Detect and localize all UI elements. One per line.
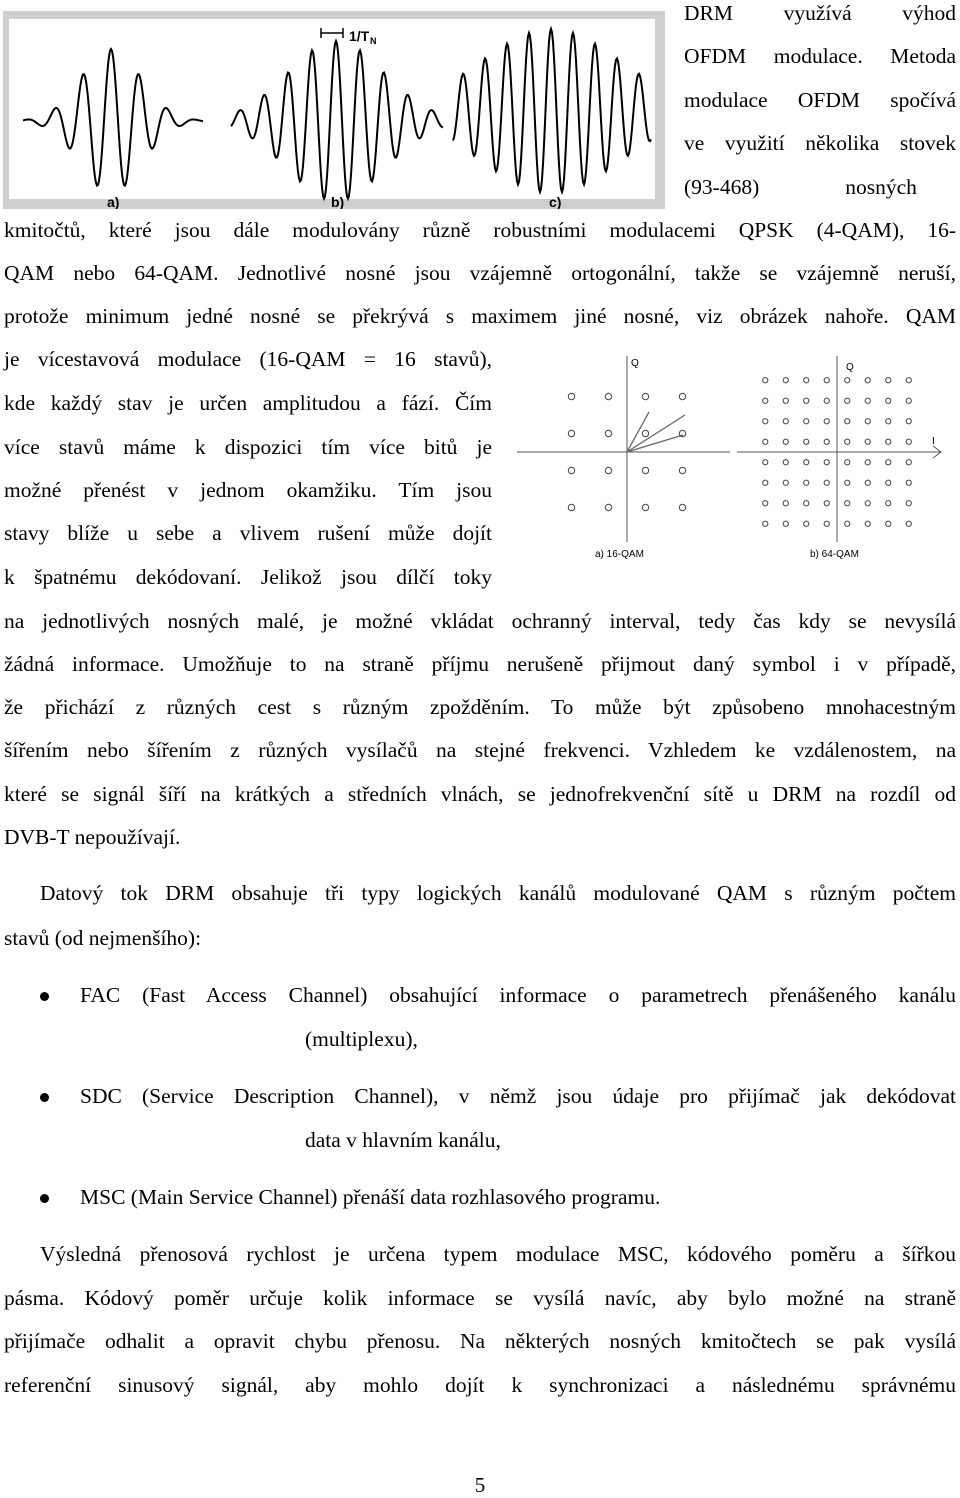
qam-plot (515, 352, 945, 564)
qam16-point (642, 393, 648, 399)
text-line: které se signál šíří na krátkých a středních vlnách, se jednofrekvenční sítě u DRM na rozdíl od (4, 782, 956, 806)
qam64-point (804, 378, 809, 383)
qam64-point (845, 378, 850, 383)
text-line: k špatnému dekódovaní. Jelikož jsou dílčí toky (4, 565, 492, 589)
qam64-point (886, 501, 891, 506)
bullet-dot (40, 1093, 49, 1102)
qam64-point (763, 521, 768, 526)
qam64-point (804, 439, 809, 444)
text-line: přijímače odhalit a opravit chybu přenosu. Na některých nosných kmitočtech se pak vysílá (4, 1329, 956, 1353)
text-line: DVB-T nepoužívají. (4, 825, 181, 849)
qam64-point (906, 378, 911, 383)
qam16-point (679, 504, 685, 510)
qam64-point (824, 460, 829, 465)
text-line: pásma. Kódový poměr určuje kolik informace se vysílá navíc, aby bylo možné na straně (4, 1286, 956, 1310)
qam64-point (865, 398, 870, 403)
qam16-point (642, 430, 648, 436)
qam64-point (845, 398, 850, 403)
qam16-point (605, 467, 611, 473)
qam64-point (845, 521, 850, 526)
qam64-point (824, 480, 829, 485)
qam64-point (763, 480, 768, 485)
label-16qam: a) 16-QAM (595, 549, 644, 560)
text-line: DRM využívá výhod (684, 1, 956, 25)
text-line: protože minimum jedné nosné se překrývá s maximem jiné nosné, viz obrázek nahoře. QAM (4, 304, 956, 328)
qam64-point (906, 521, 911, 526)
text-line: žádná informace. Umožňuje to na straně příjmu nerušeně přijmout daný symbol i v případě, (4, 652, 956, 676)
ofdm-plot (3, 11, 665, 209)
qam64-point (783, 398, 788, 403)
text-line: stavů (od nejmenšího): (4, 926, 202, 950)
bullet-dot (40, 1194, 49, 1203)
list-item-continuation: data v hlavním kanálu, (305, 1128, 501, 1152)
ofdm-spectrum-figure (3, 11, 665, 209)
qam64-point (906, 460, 911, 465)
qam64-point (824, 398, 829, 403)
qam64-point (845, 501, 850, 506)
qam64-point (906, 439, 911, 444)
period-subscript: N (370, 36, 377, 46)
text-line: kde každý stav je určen amplitudou a fází. Čím (4, 391, 492, 415)
qam-constellation-figure (515, 352, 945, 564)
qam64-point (804, 419, 809, 424)
qam64-point (824, 378, 829, 383)
list-item-continuation: (multiplexu), (305, 1027, 418, 1051)
qam16-point (568, 430, 574, 436)
qam64-point (886, 460, 891, 465)
qam64-point (886, 521, 891, 526)
qam64-point (804, 398, 809, 403)
qam64-point (804, 460, 809, 465)
text-line: Výsledná přenosová rychlost je určena typem modulace MSC, kódového poměru a šířkou (40, 1242, 956, 1266)
qam64-point (824, 501, 829, 506)
qam64-point (845, 419, 850, 424)
axis-i-b: I (932, 436, 935, 447)
text-line: referenční sinusový signál, aby mohlo dojít k synchronizaci a následnému správnému (4, 1373, 956, 1397)
text-line: kmitočtů, které jsou dále modulovány různě robustními modulacemi QPSK (4-QAM), 16- (4, 218, 956, 242)
qam64-point (906, 480, 911, 485)
qam16-point (605, 430, 611, 436)
bullet-dot (40, 992, 49, 1001)
list-item: MSC (Main Service Channel) přenáší data rozhlasového programu. (80, 1185, 661, 1209)
qam64-point (886, 480, 891, 485)
qam64-point (845, 480, 850, 485)
qam64-point (865, 480, 870, 485)
text-line: možné přenést v jednom okamžiku. Tím jsou (4, 478, 492, 502)
qam64-point (906, 398, 911, 403)
qam16-point (642, 467, 648, 473)
qam64-point (763, 439, 768, 444)
text-line: modulace OFDM spočívá (684, 88, 956, 112)
qam64-point (824, 419, 829, 424)
qam64-point (783, 501, 788, 506)
qam64-point (804, 480, 809, 485)
qam64-point (906, 419, 911, 424)
qam64-point (783, 439, 788, 444)
qam64-point (845, 460, 850, 465)
vector-1 (627, 415, 685, 452)
qam16-point (568, 504, 574, 510)
text-line: (93-468) nosných (684, 175, 917, 199)
qam64-point (804, 501, 809, 506)
qam64-point (886, 378, 891, 383)
qam64-point (763, 378, 768, 383)
qam64-point (763, 398, 768, 403)
qam16-point (568, 393, 574, 399)
text-line: šířením nebo šířením z různých vysílačů na stejné frekvenci. Vzhledem ke vzdálenostem, na (4, 738, 956, 762)
qam16-point (679, 467, 685, 473)
text-line: více stavů máme k dispozici tím více bitů je (4, 435, 492, 459)
text-line: Datový tok DRM obsahuje tři typy logických kanálů modulované QAM s různým počtem (40, 881, 956, 905)
text-line: QAM nebo 64-QAM. Jednotlivé nosné jsou vzájemně ortogonální, takže se vzájemně neruší, (4, 261, 956, 285)
qam64-point (865, 419, 870, 424)
list-item: SDC (Service Description Channel), v němž jsou údaje pro přijímač jak dekódovat (80, 1084, 956, 1108)
qam64-point (845, 439, 850, 444)
text-line: stavy blíže u sebe a vlivem rušení může dojít (4, 521, 492, 545)
qam64-point (783, 521, 788, 526)
panel-label-b: b) (331, 194, 345, 209)
qam16-point (642, 504, 648, 510)
qam16-point (679, 393, 685, 399)
page-number: 5 (474, 1473, 486, 1497)
panel-label-a: a) (107, 194, 120, 209)
qam64-point (865, 378, 870, 383)
axis-q-b: Q (846, 362, 854, 373)
qam16-point (568, 467, 574, 473)
qam64-point (886, 398, 891, 403)
axis-q-a: Q (631, 358, 639, 369)
qam64-point (886, 419, 891, 424)
qam64-point (763, 460, 768, 465)
text-line: ve využití několika stovek (684, 131, 956, 155)
text-line: OFDM modulace. Metoda (684, 44, 956, 68)
qam64-point (783, 378, 788, 383)
panel-label-c: c) (549, 194, 562, 209)
qam16-point (605, 393, 611, 399)
qam16-point (605, 504, 611, 510)
qam64-point (865, 501, 870, 506)
qam64-point (865, 521, 870, 526)
period-label: 1/T (349, 28, 370, 44)
text-line: je vícestavová modulace (16-QAM = 16 stavů), (4, 347, 492, 371)
qam64-point (763, 501, 768, 506)
text-line: na jednotlivých nosných malé, je možné vkládat ochranný interval, tedy čas kdy se nevysílá (4, 609, 956, 633)
qam64-point (783, 419, 788, 424)
qam64-point (783, 460, 788, 465)
label-64qam: b) 64-QAM (810, 549, 859, 560)
list-item: FAC (Fast Access Channel) obsahující informace o parametrech přenášeného kanálu (80, 983, 956, 1007)
qam64-point (804, 521, 809, 526)
text-line: že přichází z různých cest s různým zpožděním. To může být způsobeno mnohacestným (4, 695, 956, 719)
qam64-point (763, 419, 768, 424)
qam64-point (783, 480, 788, 485)
qam64-point (906, 501, 911, 506)
qam64-point (824, 439, 829, 444)
qam64-point (886, 439, 891, 444)
qam64-point (865, 460, 870, 465)
qam64-point (824, 521, 829, 526)
qam64-point (865, 439, 870, 444)
